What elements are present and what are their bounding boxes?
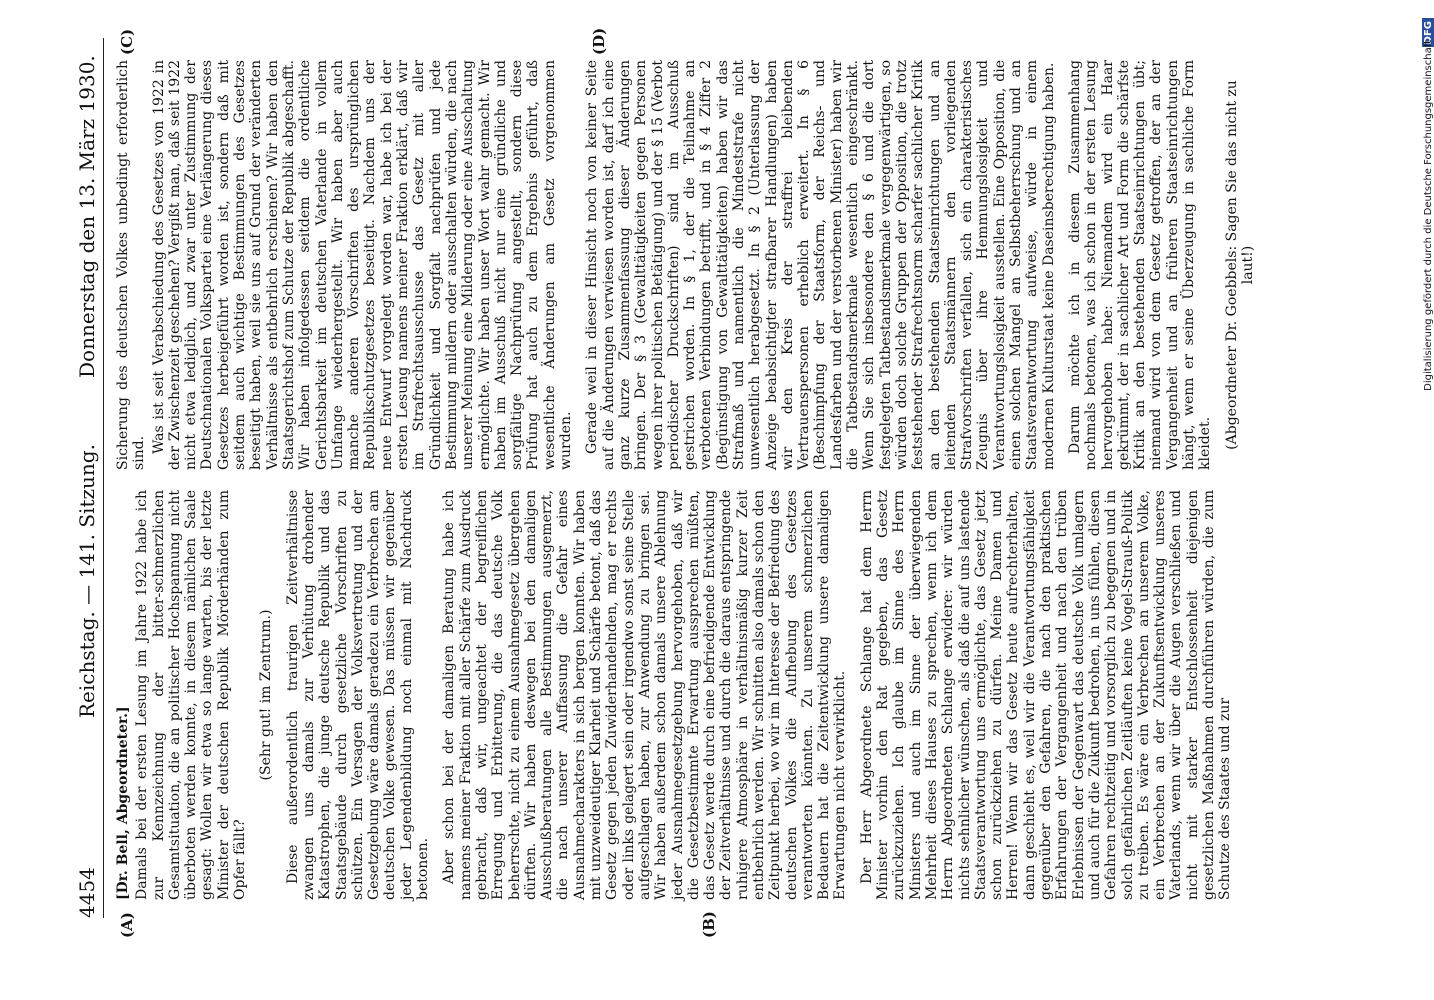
right-column xyxy=(115,60,1266,470)
page-number: 4454 xyxy=(75,867,99,918)
margin-letter-d: (D) xyxy=(590,27,608,55)
page-header xyxy=(75,38,104,918)
left-column xyxy=(115,490,1237,900)
interjection: (Sehr gut! im Zentrum.) xyxy=(258,609,275,781)
paragraph: Diese außerordentlich traurigen Zeitverhältnisse zwangen uns damals zur Verhütung drohender Katastrophen, die junge deutsche Republik und das Staatsgebäude durch gesetzliche Vorschriften zu schützen. Ein Versagen der Volksvertretung und der Gesetzgebung wäre damals geradezu ein Verbrechen am deutschen Volke gewesen. Das müssen wir gegenüber jeder Legendenbildung noch einmal mit Nachdruck betonen. xyxy=(284,490,432,900)
paragraph: Damals bei der ersten Lesung im Jahre 1922 habe ich zur Kennzeichnung der bitter-schmerzlichen Gesamtsituation, die an politischer Hochspannung nicht überboten werden konnte, in diesem nämlichen Saale gesagt: Wollen wir etwa so lange warten, bis der letzte Minister der deutschen Republik Mörderhänden zum Opfer fällt? xyxy=(134,490,249,900)
header-date: Donnerstag den 13. März 1930. xyxy=(75,55,99,378)
interjection: (Abgeordneter Dr. Goebbels: Sagen Sie das nicht zu laut!) xyxy=(1223,80,1256,450)
paragraph: Aber schon bei der damaligen Beratung habe ich namens meiner Fraktion mit aller Schärfe zum Ausdruck gebracht, daß wir, ungeachtet der begreiflichen Erregung und Erbitterung, die das deutsche Volk beherrschte, nicht zu einem Ausnahmegesetz übergehen dürften. Wir haben deswegen bei den damaligen Ausschußberatungen alle Bestimmungen ausgemerzt, die nach unserer Auffassung die Gefahr eines Ausnahmecharakters in sich bergen konnten. Wir haben mit unzweideutiger Klarheit und Schärfe betont, daß das Gesetz gegen jeden Zuwiderhandelnden, mag er rechts oder links gelagert sein oder irgendwo sonst seine Stelle aufgeschlagen haben, zur Anwendung zu bringen sei. Wir haben außerdem schon damals unsere Ablehnung jeder Ausnahmegesetzgebung hervorgehoben, daß wir die Gesetzbestimmte Erwartung aussprechen müßten, das Gesetz werde durch eine befriedigende Entwicklung der Zeitverhältnisse und durch die daraus entspringende ruhigere Atmosphäre in verhältnismäßig kurzer Zeit entbehrlich werden. Wir schnitten also damals schon den Zeitpunkt herbei, wo wir im Interesse der Befriedung des deutschen Volkes die Aufhebung des Gesetzes verantworten könnten. Zu unserem schmerzlichen Bedauern hat die Zeitentwicklung unsere damaligen Erwartungen nicht verwirklicht. xyxy=(441,490,849,900)
header-session: Reichstag. — 141. Sitzung. xyxy=(75,444,99,718)
paragraph: Sicherung des deutschen Volkes unbedingt erforderlich sind. xyxy=(115,60,148,470)
margin-letter-a: (A) xyxy=(118,912,136,938)
paragraph: Was ist seit Verabschiedung des Gesetzes von 1922 in der Zwischenzeit geschehen? Vergißt man, daß seit 1922 nicht etwa lediglich, und zwar unter Zustimmung der Deutschnationalen Volkspartei eine Verlängerung dieses Gesetzes herbeigeführt worden ist, sondern daß mit seitdem auch wichtige Bestimmungen des Gesetzes beseitigt haben, weil sie uns auf Grund der veränderten Verhältnisse als entbehrlich erschienen? Wir haben den Staatsgerichtshof zum Schutze der Republik abgeschafft. Wir haben infolgedessen seitdem die ordentliche Gerichtsbarkeit im deutschen Vaterlande in vollem Umfange wiederhergestellt. Wir haben aber auch manche anderen Vorschriften des ursprünglichen Republikschutzgesetzes beseitigt. Nachdem uns der neue Entwurf vorgelegt worden war, habe ich bei der ersten Lesung namens meiner Fraktion erklärt, daß wir im Strafrechtsausschusse das Gesetz mit aller Gründlichkeit und Sorgfalt nachprüfen und jede Bestimmung mildern oder ausschalten würden, die nach unserer Meinung eine Milderung oder eine Ausschaltung ermöglichte. Wir haben unser Wort wahr gemacht. Wir haben im Ausschuß nicht nur eine gründliche und sorgfältige Nachprüfung angestellt, sondern diese Prüfung hat auch zu dem Ergebnis geführt, daß wesentliche Änderungen am Gesetz vorgenommen wurden. xyxy=(150,60,575,470)
credit-text-wrap xyxy=(1418,0,1434,1000)
dfg-logo: DFG xyxy=(1422,18,1434,47)
paragraph: Gerade weil in dieser Hinsicht noch von keiner Seite auf die Änderungen verwiesen worden ist, darf ich eine ganz kurze Zusammenfassung dieser Änderungen bringen. Der § 3 (Gewalttätigkeiten gegen Personen wegen ihrer politischen Betätigung) und der § 15 (Verbot periodischer Druckschriften) sind im Ausschuß gestrichen worden. In § 1, der die Teilnahme an verbotenen Verbindungen betrifft, und in § 4 Ziffer 2 (Begünstigung von Gewalttätigkeiten) haben wir das Strafmaß und namentlich die Mindeststrafe nicht unwesentlich herabgesetzt. In § 2 (Unterlassung der Anzeige beabsichtigter strafbarer Handlungen) haben wir den Kreis der straffrei bleibenden Vertrauenspersonen erheblich erweitert. In § 6 (Beschimpfung der Staatsform, der Reichs- und Landesfarben und der verstorbenen Minister) haben wir die Tatbestandsmerkmale wesentlich eingeschränkt. Wenn Sie sich insbesondere den § 6 und die dort festgelegten Tatbestandsmerkmale vergegenwärtigen, so würden doch solche Gruppen der Opposition, die trotz feststehender Strafrechtsnorm scharfer sachlicher Kritik an den bestehenden Staatseinrichtungen und an leitenden Staatsmännern den vorliegenden Strafvorschriften verfallen, sich ein charakteristisches Zeugnis über ihre Hemmungslosigkeit und Verantwortungslosigkeit ausstellen. Eine Opposition, die einen solchen Mangel an Selbstbeherrschung und an Staatsverantwortung aufweise, würde in einem modernen Kulturstaat keine Daseinsberechtigung haben. xyxy=(584,60,1057,470)
credit-text: Digitalisierung gefördert durch die Deutsche Forschungsgemeinschaft xyxy=(1423,40,1434,391)
paragraph: Der Herr Abgeordnete Schlange hat dem Herrn Minister vorhin den Rat gegeben, das Gesetz zurückzuziehen. Ich glaube im Sinne des Herrn Ministers und auch im Sinne der überwiegenden Mehrheit dieses Hauses zu sprechen, wenn ich dem Herrn Abgeordneten Schlange erwidere: wir würden nichts sehnlicher wünschen, als daß die auf uns lastende Staatsverantwortung uns ermöglichte, das Gesetz jetzt schon zurückziehen zu dürfen. Meine Damen und Herren! Wenn wir das Gesetz heute aufrechterhalten, dann geschieht es, weil wir die Verantwortungsfähigkeit gegenüber den Gefahren, die nach den praktischen Erfahrungen der Vergangenheit und nach den trüben Erlebnissen der Gegenwart das deutsche Volk umlagern und auch für die Zukunft bedrohen, in uns fühlen, diesen Gefahren rechtzeitig und vorsorglich zu begegnen und in solch gefährlichen Zeitläuften keine Vogel-Strauß-Politik zu treiben. Es wäre ein Verbrechen an unserem Volke, ein Verbrechen an der Zukunftsentwicklung unseres Vaterlands, wenn wir über die Augen verschließen und nicht mit starker Entschlossenheit diejenigen gesetzlichen Maßnahmen durchführen würden, die zum Schutze des Staates und zur xyxy=(858,490,1234,900)
margin-letter-c: (C) xyxy=(118,28,136,55)
speaker-label: [Dr. Bell, Abgeordneter.] xyxy=(115,706,131,900)
margin-letter-b: (B) xyxy=(700,911,718,938)
paragraph: Darum möchte ich in diesem Zusammenhang nochmals betonen, was ich schon in der ersten Lesung hervorgehoben habe: Niemandem wird ein Haar gekrümmt, der in sachlicher Art und Form die schärfste Kritik an den bestehenden Staatseinrichtungen übt; niemand wird von dem Gesetz getroffen, der an der Vergangenheit und an früheren Staatseinrichtungen hängt, wenn er seine Überzeugung in sachliche Form kleidet. xyxy=(1066,60,1214,470)
